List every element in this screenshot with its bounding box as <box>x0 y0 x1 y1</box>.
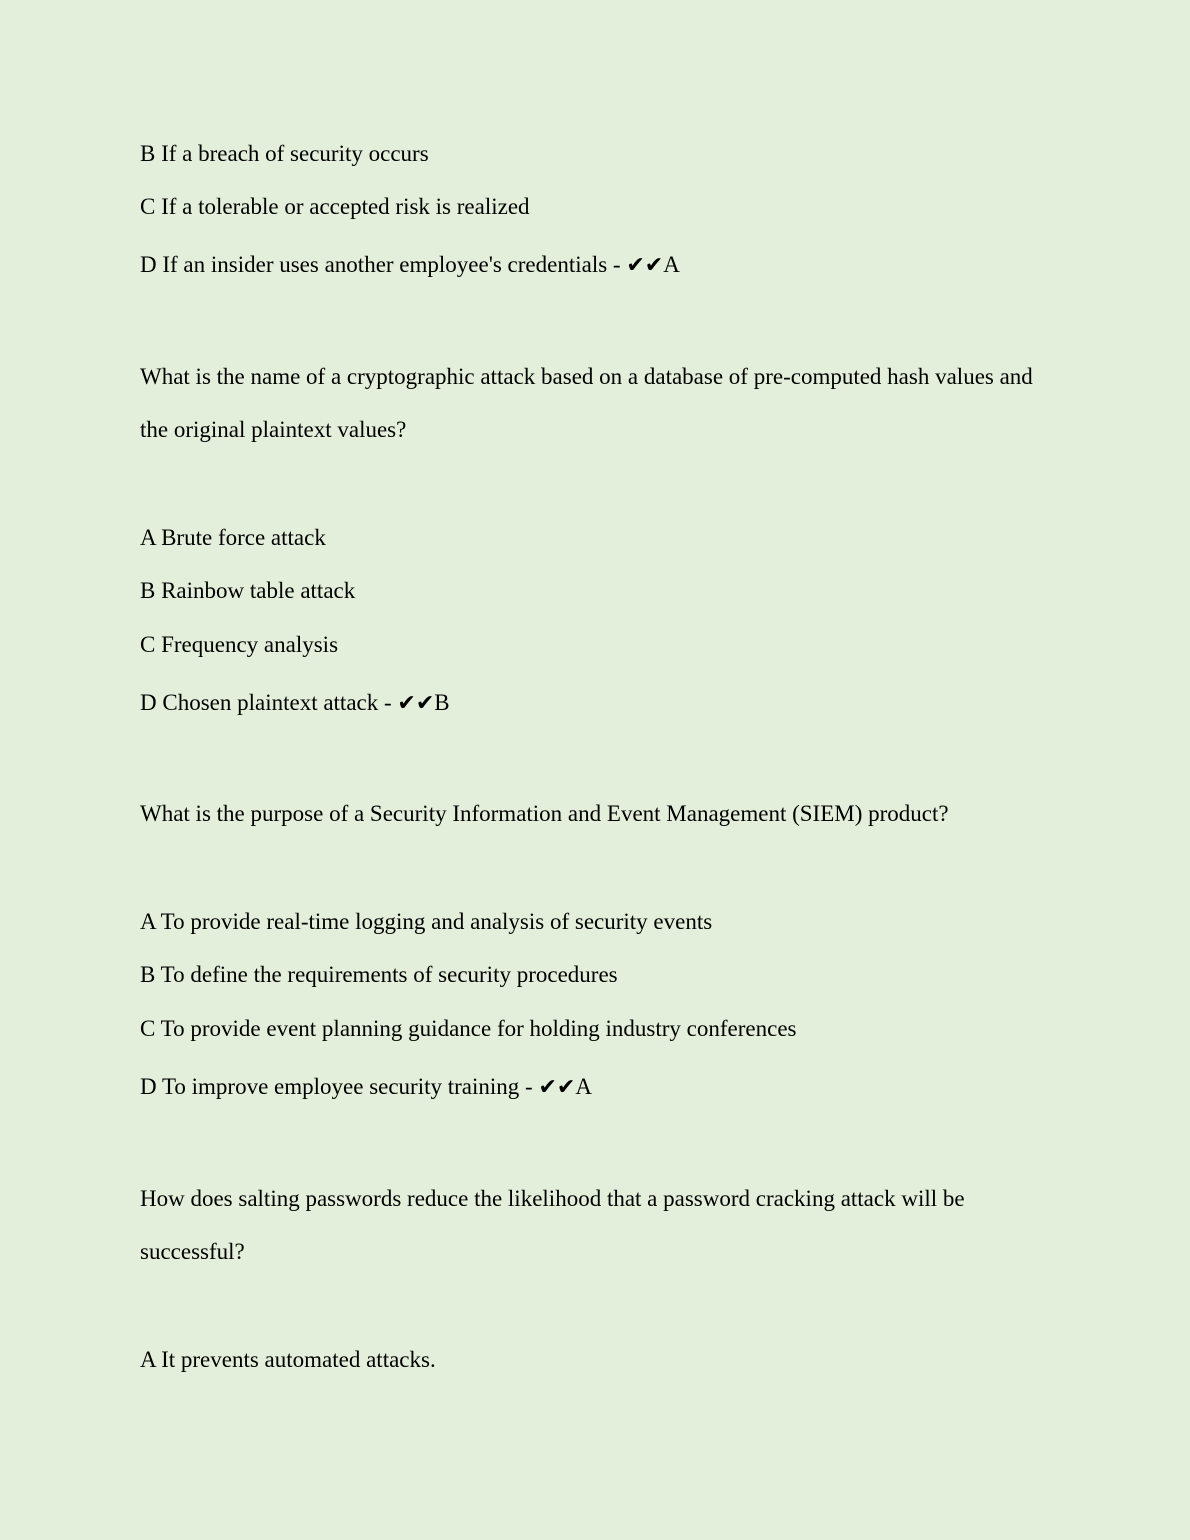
q2-option-d <box>140 1073 592 1102</box>
q0-option-d <box>140 251 680 280</box>
check-icon: ✔✔ <box>538 1075 576 1100</box>
q2-answer: A <box>575 1074 592 1099</box>
q2-option-c: C To provide event planning guidance for holding industry conferences <box>140 1016 797 1041</box>
q1-option-a: A Brute force attack <box>140 525 326 550</box>
q3-question-line1: How does salting passwords reduce the likelihood that a password cracking attack will be <box>140 1186 965 1211</box>
q1-option-c: C Frequency analysis <box>140 632 339 657</box>
check-icon: ✔✔ <box>397 691 435 716</box>
q0-answer: A <box>663 252 680 277</box>
q2-option-d-text: D To improve employee security training - <box>140 1074 539 1099</box>
check-icon: ✔✔ <box>626 253 664 278</box>
q1-option-d <box>140 689 450 718</box>
q0-option-b: B If a breach of security occurs <box>140 141 429 166</box>
q1-question-line1: What is the name of a cryptographic attack based on a database of pre-computed hash values and <box>140 364 1033 389</box>
q1-question-line2: the original plaintext values? <box>140 417 407 442</box>
q1-option-b: B Rainbow table attack <box>140 578 356 603</box>
q3-question-line2: successful? <box>140 1239 245 1264</box>
q1-answer: B <box>434 690 450 715</box>
q0-option-d-text: D If an insider uses another employee's credentials - <box>140 252 627 277</box>
q0-option-c: C If a tolerable or accepted risk is realized <box>140 194 530 219</box>
q2-option-b: B To define the requirements of security procedures <box>140 962 618 987</box>
q1-option-d-text: D Chosen plaintext attack - <box>140 690 398 715</box>
q2-option-a: A To provide real-time logging and analysis of security events <box>140 909 713 934</box>
q3-option-a: A It prevents automated attacks. <box>140 1347 436 1372</box>
q2-question-line1: What is the purpose of a Security Information and Event Management (SIEM) product? <box>140 801 949 826</box>
